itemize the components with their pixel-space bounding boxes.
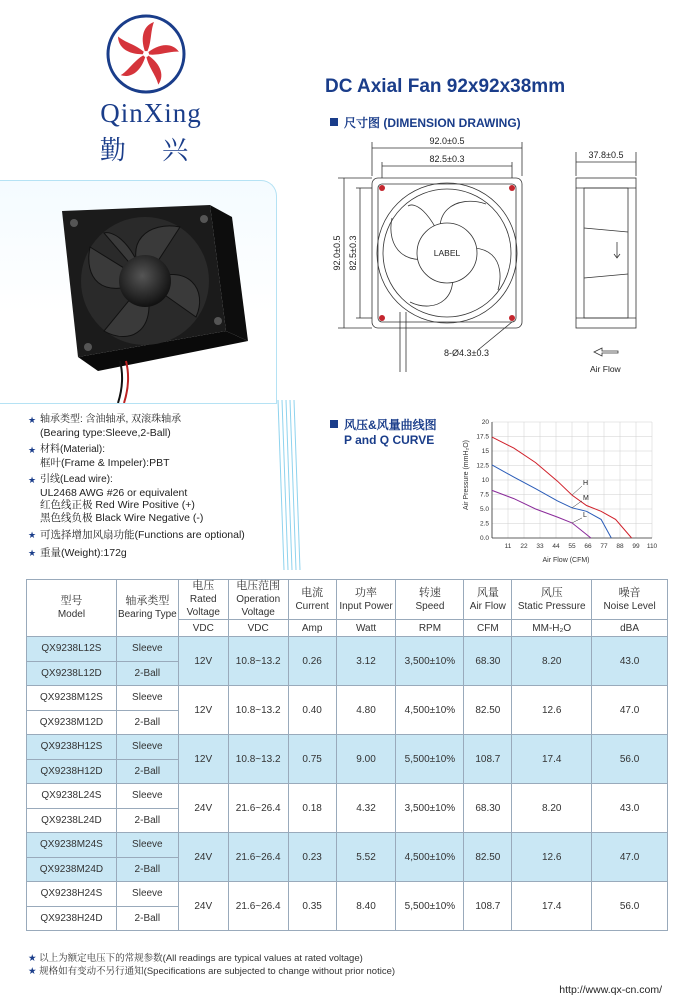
header-voltage: 电压 Rated Voltage bbox=[178, 580, 228, 620]
brand-name-en: QinXing bbox=[100, 98, 202, 128]
model-cell: QX9238M12S bbox=[27, 686, 117, 711]
star-bullet-icon: ★ bbox=[28, 445, 37, 455]
noise-cell: 43.0 bbox=[592, 784, 668, 833]
pressure-cell: 8.20 bbox=[512, 784, 592, 833]
table-units-row: VDC VDC Amp Watt RPM CFM MM-H₂O dBA bbox=[27, 620, 668, 637]
bearing-cell: 2-Ball bbox=[116, 759, 178, 784]
bearing-cell: 2-Ball bbox=[116, 661, 178, 686]
header-flow: 风量 Air Flow bbox=[464, 580, 512, 620]
dimension-heading: 尺寸图 (DIMENSION DRAWING) bbox=[330, 114, 521, 131]
noise-cell: 56.0 bbox=[592, 882, 668, 931]
spec-item-functions: ★ 可选择增加风扇功能(Functions are optional) bbox=[28, 529, 245, 541]
speed-cell: 4,500±10% bbox=[396, 686, 464, 735]
current-cell: 0.35 bbox=[288, 882, 336, 931]
pressure-cell: 12.6 bbox=[512, 686, 592, 735]
series-label-H: H bbox=[583, 480, 589, 488]
x-tick-label: 88 bbox=[616, 543, 624, 550]
voltage-cell: 12V bbox=[178, 686, 228, 735]
model-cell: QX9238L12D bbox=[27, 661, 117, 686]
dimension-drawing bbox=[326, 132, 666, 382]
speed-cell: 5,500±10% bbox=[396, 735, 464, 784]
dim-outer-height: 92.0±0.5 bbox=[332, 235, 342, 271]
header-power: 功率 Input Power bbox=[336, 580, 396, 620]
y-axis-label: Air Pressure (mmH₂O) bbox=[463, 440, 470, 510]
pq-curve-chart bbox=[458, 412, 664, 568]
spec-item-bearing: ★ 轴承类型: 含油轴承, 双滚珠轴承 (Bearing type:Sleeve,2-Ball) bbox=[28, 414, 182, 439]
fan-label: LABEL bbox=[433, 248, 461, 258]
spec-item-weight: ★ 重量(Weight):172g bbox=[28, 546, 127, 559]
series-label-M: M bbox=[583, 494, 589, 502]
header-current: 电流 Current bbox=[288, 580, 336, 620]
table-row bbox=[27, 686, 668, 711]
star-bullet-icon: ★ bbox=[28, 475, 37, 485]
power-cell: 9.00 bbox=[336, 735, 396, 784]
voltage-cell: 24V bbox=[178, 784, 228, 833]
footnote: ★ 规格如有变动不另行通知(Specifications are subjected to change without prior notice) bbox=[28, 966, 396, 977]
bearing-cell: Sleeve bbox=[116, 686, 178, 711]
pressure-cell: 12.6 bbox=[512, 833, 592, 882]
header-model: 型号 Model bbox=[27, 580, 117, 637]
flow-cell: 108.7 bbox=[464, 735, 512, 784]
noise-cell: 47.0 bbox=[592, 686, 668, 735]
y-tick-label: 2.5 bbox=[479, 520, 489, 528]
bearing-cell: Sleeve bbox=[116, 882, 178, 907]
bearing-cell: 2-Ball bbox=[116, 710, 178, 735]
y-tick-label: 5.0 bbox=[479, 506, 489, 513]
header-pressure: 风压 Static Pressure bbox=[512, 580, 592, 620]
bearing-cell: Sleeve bbox=[116, 637, 178, 662]
header-speed: 转速 Speed bbox=[396, 580, 464, 620]
power-cell: 8.40 bbox=[336, 882, 396, 931]
bearing-cell: Sleeve bbox=[116, 833, 178, 858]
current-cell: 0.75 bbox=[288, 735, 336, 784]
bearing-cell: Sleeve bbox=[116, 735, 178, 760]
voltage-cell: 12V bbox=[178, 637, 228, 686]
model-cell: QX9238L12S bbox=[27, 637, 117, 662]
dim-outer-width: 92.0±0.5 bbox=[429, 136, 465, 146]
footnote: ★ 以上为额定电压下的常规参数(All readings are typical values at rated voltage) bbox=[28, 953, 363, 964]
table-row bbox=[27, 637, 668, 662]
range-cell: 10.8~13.2 bbox=[228, 637, 288, 686]
noise-cell: 47.0 bbox=[592, 833, 668, 882]
x-tick-label: 99 bbox=[632, 543, 640, 550]
fan-photo bbox=[0, 181, 276, 403]
square-bullet-icon bbox=[330, 118, 338, 126]
bearing-cell: 2-Ball bbox=[116, 808, 178, 833]
x-axis-label: Air Flow (CFM) bbox=[542, 557, 590, 564]
model-cell: QX9238H12S bbox=[27, 735, 117, 760]
dim-inner-height: 82.5±0.3 bbox=[348, 235, 358, 271]
range-cell: 10.8~13.2 bbox=[228, 686, 288, 735]
model-cell: QX9238M24D bbox=[27, 857, 117, 882]
current-cell: 0.40 bbox=[288, 686, 336, 735]
x-tick-label: 33 bbox=[536, 543, 544, 550]
spec-item-material: ★ 材料(Material): 框叶(Frame & Impeler):PBT bbox=[28, 444, 170, 469]
speed-cell: 5,500±10% bbox=[396, 882, 464, 931]
model-cell: QX9238H12D bbox=[27, 759, 117, 784]
header-range: 电压范围 Operation Voltage bbox=[228, 580, 288, 620]
header-noise: 噪音 Noise Level bbox=[592, 580, 668, 620]
model-cell: QX9238L24D bbox=[27, 808, 117, 833]
flow-cell: 68.30 bbox=[464, 637, 512, 686]
flow-cell: 82.50 bbox=[464, 833, 512, 882]
dim-inner-width: 82.5±0.3 bbox=[429, 154, 465, 164]
model-cell: QX9238H24D bbox=[27, 906, 117, 931]
airflow-label: Air Flow bbox=[590, 364, 621, 374]
brand-logo bbox=[96, 10, 196, 98]
model-cell: QX9238H24S bbox=[27, 882, 117, 907]
flow-cell: 82.50 bbox=[464, 686, 512, 735]
range-cell: 21.6~26.4 bbox=[228, 882, 288, 931]
table-row bbox=[27, 833, 668, 858]
bearing-cell: Sleeve bbox=[116, 784, 178, 809]
range-cell: 21.6~26.4 bbox=[228, 784, 288, 833]
bearing-cell: 2-Ball bbox=[116, 906, 178, 931]
star-bullet-icon: ★ bbox=[28, 530, 37, 540]
table-header-row bbox=[27, 580, 668, 620]
footnotes bbox=[28, 952, 395, 978]
star-bullet-icon: ★ bbox=[28, 547, 37, 558]
model-cell: QX9238L24S bbox=[27, 784, 117, 809]
product-photo-panel bbox=[0, 180, 277, 404]
power-cell: 4.80 bbox=[336, 686, 396, 735]
x-tick-label: 44 bbox=[552, 543, 560, 550]
y-tick-label: 10 bbox=[481, 477, 489, 484]
table-row bbox=[27, 882, 668, 907]
power-cell: 3.12 bbox=[336, 637, 396, 686]
y-tick-label: 12.5 bbox=[476, 462, 489, 470]
x-tick-label: 55 bbox=[568, 543, 576, 550]
dim-depth: 37.8±0.5 bbox=[588, 150, 624, 160]
bearing-cell: 2-Ball bbox=[116, 857, 178, 882]
series-line-H bbox=[492, 437, 632, 538]
series-label-L: L bbox=[583, 511, 587, 519]
voltage-cell: 12V bbox=[178, 735, 228, 784]
square-bullet-icon bbox=[330, 420, 338, 428]
current-cell: 0.26 bbox=[288, 637, 336, 686]
range-cell: 10.8~13.2 bbox=[228, 735, 288, 784]
table-row bbox=[27, 735, 668, 760]
y-tick-label: 15 bbox=[481, 448, 489, 455]
star-bullet-icon: ★ bbox=[28, 966, 40, 977]
noise-cell: 43.0 bbox=[592, 637, 668, 686]
x-tick-label: 22 bbox=[520, 543, 528, 550]
pq-heading: 风压&风量曲线图 P and Q CURVE bbox=[330, 418, 437, 448]
page-title: DC Axial Fan 92x92x38mm bbox=[325, 76, 566, 97]
power-cell: 5.52 bbox=[336, 833, 396, 882]
speed-cell: 3,500±10% bbox=[396, 784, 464, 833]
model-cell: QX9238M12D bbox=[27, 710, 117, 735]
pressure-cell: 8.20 bbox=[512, 637, 592, 686]
series-label-leader bbox=[572, 501, 582, 508]
flow-cell: 108.7 bbox=[464, 882, 512, 931]
pressure-cell: 17.4 bbox=[512, 882, 592, 931]
brand-name-cn: 勤 兴 bbox=[99, 136, 203, 166]
series-label-leader bbox=[572, 518, 582, 523]
table-row bbox=[27, 784, 668, 809]
website-url[interactable]: http://www.qx-cn.com/ bbox=[559, 984, 662, 996]
pressure-cell: 17.4 bbox=[512, 735, 592, 784]
header-bearing: 轴承类型 Bearing Type bbox=[116, 580, 178, 637]
star-bullet-icon: ★ bbox=[28, 953, 40, 964]
model-cell: QX9238M24S bbox=[27, 833, 117, 858]
x-tick-label: 66 bbox=[584, 543, 592, 550]
y-tick-label: 17.5 bbox=[476, 433, 489, 441]
spec-list bbox=[28, 414, 288, 564]
spec-table bbox=[26, 579, 668, 931]
voltage-cell: 24V bbox=[178, 882, 228, 931]
y-tick-label: 0.0 bbox=[479, 535, 489, 542]
current-cell: 0.23 bbox=[288, 833, 336, 882]
current-cell: 0.18 bbox=[288, 784, 336, 833]
star-bullet-icon: ★ bbox=[28, 415, 37, 425]
dim-holes: 8-Ø4.3±0.3 bbox=[444, 348, 489, 358]
range-cell: 21.6~26.4 bbox=[228, 833, 288, 882]
y-tick-label: 20 bbox=[481, 419, 489, 426]
series-label-leader bbox=[572, 486, 582, 495]
noise-cell: 56.0 bbox=[592, 735, 668, 784]
flow-cell: 68.30 bbox=[464, 784, 512, 833]
x-tick-label: 77 bbox=[600, 543, 608, 550]
spec-item-lead-wire: ★ 引线(Lead wire): UL2468 AWG #26 or equivalent 红色线正极 Red Wire Positive (+) 黑色线负极 Black Wire Negative (-) bbox=[28, 474, 204, 524]
speed-cell: 3,500±10% bbox=[396, 637, 464, 686]
speed-cell: 4,500±10% bbox=[396, 833, 464, 882]
x-tick-label: 110 bbox=[646, 543, 658, 550]
voltage-cell: 24V bbox=[178, 833, 228, 882]
power-cell: 4.32 bbox=[336, 784, 396, 833]
x-tick-label: 11 bbox=[504, 543, 512, 550]
y-tick-label: 7.5 bbox=[479, 491, 489, 499]
